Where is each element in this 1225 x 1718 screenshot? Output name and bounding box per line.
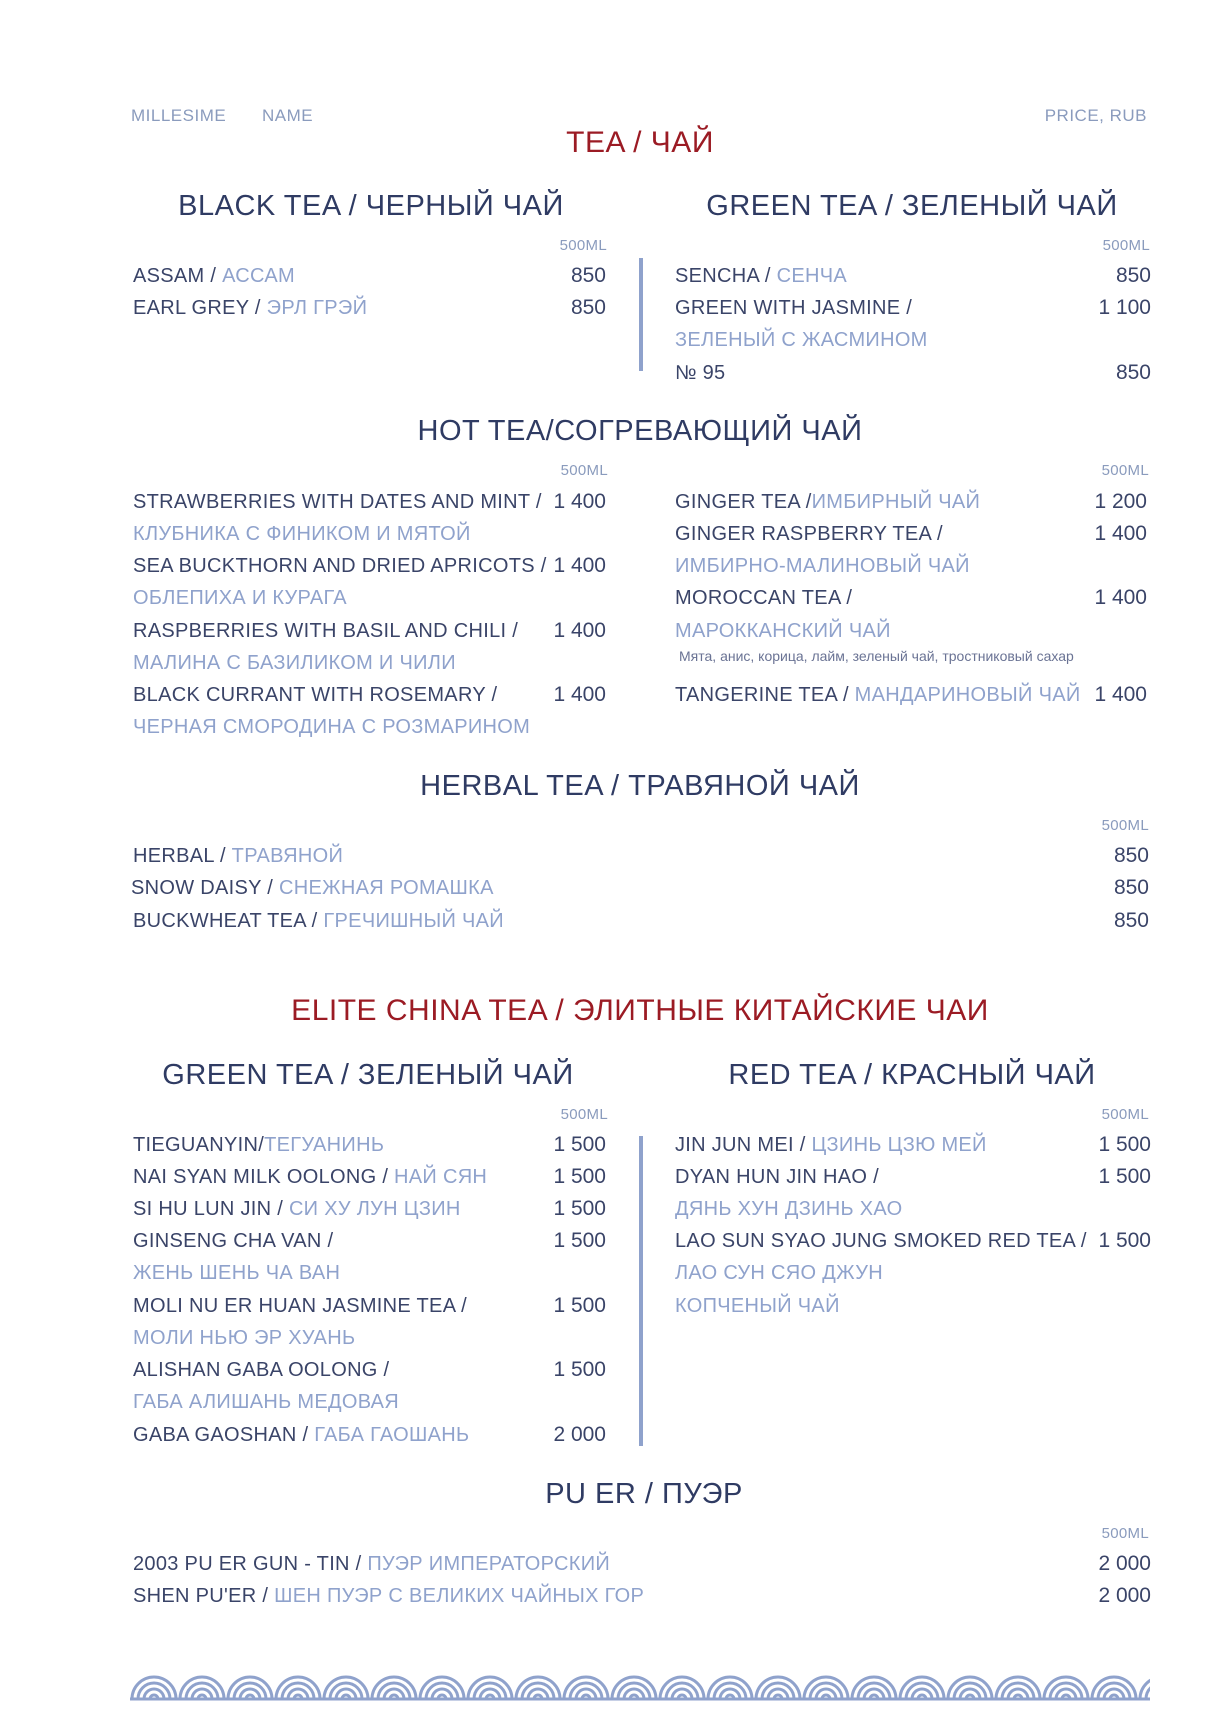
menu-item: TANGERINE TEA / МАНДАРИНОВЫЙ ЧАЙ <box>675 684 1081 706</box>
menu-item: № 95 <box>675 362 726 384</box>
menu-price: 1 500 <box>553 1229 606 1252</box>
menu-price: 1 500 <box>553 1358 606 1381</box>
decorative-wave-border <box>130 1665 1150 1701</box>
black-tea-title: BLACK TEA / ЧЕРНЫЙ ЧАЙ <box>178 190 564 222</box>
menu-price: 2 000 <box>1098 1552 1151 1575</box>
menu-item: HERBAL / ТРАВЯНОЙ <box>133 845 344 867</box>
pu-er-volume: 500ML <box>1101 1525 1149 1542</box>
menu-item-ru: МОЛИ НЬЮ ЭР ХУАНЬ <box>133 1327 356 1349</box>
menu-item: DYAN HUN JIN HAO / <box>675 1166 879 1188</box>
menu-price: 850 <box>570 264 606 287</box>
menu-item-note: Мята, анис, корица, лайм, зеленый чай, тростниковый сахар <box>679 648 1074 664</box>
menu-price: 1 500 <box>1098 1229 1151 1252</box>
menu-item-ru: ЛАО СУН СЯО ДЖУН <box>675 1262 884 1284</box>
green-tea-title: GREEN TEA / ЗЕЛЕНЫЙ ЧАЙ <box>706 190 1118 222</box>
menu-item: JIN JUN MEI / ЦЗИНЬ ЦЗЮ МЕЙ <box>675 1134 987 1156</box>
elite-green-title: GREEN TEA / ЗЕЛЕНЫЙ ЧАЙ <box>162 1059 574 1091</box>
herbal-tea-title: HERBAL TEA / ТРАВЯНОЙ ЧАЙ <box>420 770 860 802</box>
menu-item-ru: КЛУБНИКА С ФИНИКОМ И МЯТОЙ <box>133 523 471 545</box>
menu-price: 1 400 <box>1094 683 1147 706</box>
menu-price: 850 <box>1115 264 1151 287</box>
menu-price: 1 400 <box>553 683 606 706</box>
menu-item: GREEN WITH JASMINE / <box>675 297 913 319</box>
menu-item-ru: ОБЛЕПИХА И КУРАГА <box>133 587 347 609</box>
hot-tea-title: HOT TEA/СОГРЕВАЮЩИЙ ЧАЙ <box>417 415 863 447</box>
menu-item: GINGER TEA /ИМБИРНЫЙ ЧАЙ <box>675 491 981 513</box>
menu-price: 1 100 <box>1098 296 1151 319</box>
column-divider <box>639 1136 643 1446</box>
menu-item: ASSAM / АССАМ <box>133 265 295 287</box>
menu-price: 1 400 <box>553 554 606 577</box>
menu-item: SEA BUCKTHORN AND DRIED APRICOTS / <box>133 555 547 577</box>
black-tea-volume: 500ML <box>559 237 607 254</box>
menu-item: MOROCCAN TEA / <box>675 587 853 609</box>
menu-item: STRAWBERRIES WITH DATES AND MINT / <box>133 491 542 513</box>
hot-tea-volume-right: 500ML <box>1101 462 1149 479</box>
menu-item-ru: МАЛИНА С БАЗИЛИКОМ И ЧИЛИ <box>133 652 456 674</box>
menu-price: 850 <box>1113 909 1149 932</box>
tea-title: TEA / ЧАЙ <box>566 126 714 159</box>
menu-price: 850 <box>1115 361 1151 384</box>
menu-price: 1 500 <box>553 1133 606 1156</box>
menu-item: GINGER RASPBERRY TEA / <box>675 523 943 545</box>
header-price: PRICE, RUB <box>1044 106 1147 125</box>
menu-item: EARL GREY / ЭРЛ ГРЭЙ <box>133 297 368 319</box>
menu-item: SI HU LUN JIN / СИ ХУ ЛУН ЦЗИН <box>133 1198 461 1220</box>
menu-item-ru: ГАБА АЛИШАНЬ МЕДОВАЯ <box>133 1391 400 1413</box>
menu-price: 850 <box>1113 876 1149 899</box>
menu-price: 1 400 <box>553 619 606 642</box>
menu-item-ru: ДЯНЬ ХУН ДЗИНЬ ХАО <box>675 1198 903 1220</box>
menu-item: BLACK CURRANT WITH ROSEMARY / <box>133 684 498 706</box>
menu-item-ru: КОПЧЕНЫЙ ЧАЙ <box>675 1295 840 1317</box>
menu-item: SHEN PU'ER / ШЕН ПУЭР С ВЕЛИКИХ ЧАЙНЫХ ГОР <box>133 1585 645 1607</box>
menu-item: ALISHAN GABA OOLONG / <box>133 1359 390 1381</box>
menu-item: GABA GAOSHAN / ГАБА ГАОШАНЬ <box>133 1424 470 1446</box>
menu-price: 1 400 <box>1094 586 1147 609</box>
menu-item: SENCHA / СЕНЧА <box>675 265 848 287</box>
menu-item: BUCKWHEAT TEA / ГРЕЧИШНЫЙ ЧАЙ <box>133 910 504 932</box>
menu-price: 2 000 <box>553 1423 606 1446</box>
menu-price: 1 500 <box>553 1165 606 1188</box>
elite-red-volume: 500ML <box>1101 1106 1149 1123</box>
menu-price: 1 500 <box>553 1294 606 1317</box>
elite-red-title: RED TEA / КРАСНЫЙ ЧАЙ <box>728 1059 1096 1091</box>
elite-green-volume: 500ML <box>560 1106 608 1123</box>
menu-price: 2 000 <box>1098 1584 1151 1607</box>
menu-price: 850 <box>1113 844 1149 867</box>
column-divider <box>639 258 643 371</box>
menu-price: 1 200 <box>1094 490 1147 513</box>
menu-item: TIEGUANYIN/ТЕГУАНИНЬ <box>133 1134 385 1156</box>
menu-item-ru: ЧЕРНАЯ СМОРОДИНА С РОЗМАРИНОМ <box>133 716 531 738</box>
menu-price: 1 400 <box>553 490 606 513</box>
menu-item: GINSENG CHA VAN / <box>133 1230 334 1252</box>
menu-item: RASPBERRIES WITH BASIL AND CHILI / <box>133 620 519 642</box>
menu-item-ru: ИМБИРНО-МАЛИНОВЫЙ ЧАЙ <box>675 555 970 577</box>
menu-item: NAI SYAN MILK OOLONG / НАЙ СЯН <box>133 1166 488 1188</box>
herbal-tea-volume: 500ML <box>1101 817 1149 834</box>
hot-tea-volume-left: 500ML <box>560 462 608 479</box>
menu-price: 1 400 <box>1094 522 1147 545</box>
menu-item: 2003 PU ER GUN - TIN / ПУЭР ИМПЕРАТОРСКИЙ <box>133 1553 611 1575</box>
menu-item: SNOW DAISY / СНЕЖНАЯ РОМАШКА <box>131 877 494 899</box>
menu-price: 1 500 <box>1098 1133 1151 1156</box>
header-millesime: MILLESIME <box>131 106 227 125</box>
menu-price: 1 500 <box>553 1197 606 1220</box>
pu-er-title: PU ER / ПУЭР <box>545 1478 743 1510</box>
menu-item-ru: МАРОККАНСКИЙ ЧАЙ <box>675 620 891 642</box>
header-name: NAME <box>262 106 314 125</box>
menu-price: 1 500 <box>1098 1165 1151 1188</box>
menu-item: MOLI NU ER HUAN JASMINE TEA / <box>133 1295 467 1317</box>
menu-item-ru: ЗЕЛЕНЫЙ С ЖАСМИНОМ <box>675 329 928 351</box>
green-tea-volume: 500ML <box>1102 237 1150 254</box>
menu-item: LAO SUN SYAO JUNG SMOKED RED TEA / <box>675 1230 1087 1252</box>
menu-item-ru: ЖЕНЬ ШЕНЬ ЧА ВАН <box>133 1262 341 1284</box>
menu-price: 850 <box>570 296 606 319</box>
elite-title: ELITE CHINA TEA / ЭЛИТНЫЕ КИТАЙСКИЕ ЧАИ <box>291 994 989 1027</box>
